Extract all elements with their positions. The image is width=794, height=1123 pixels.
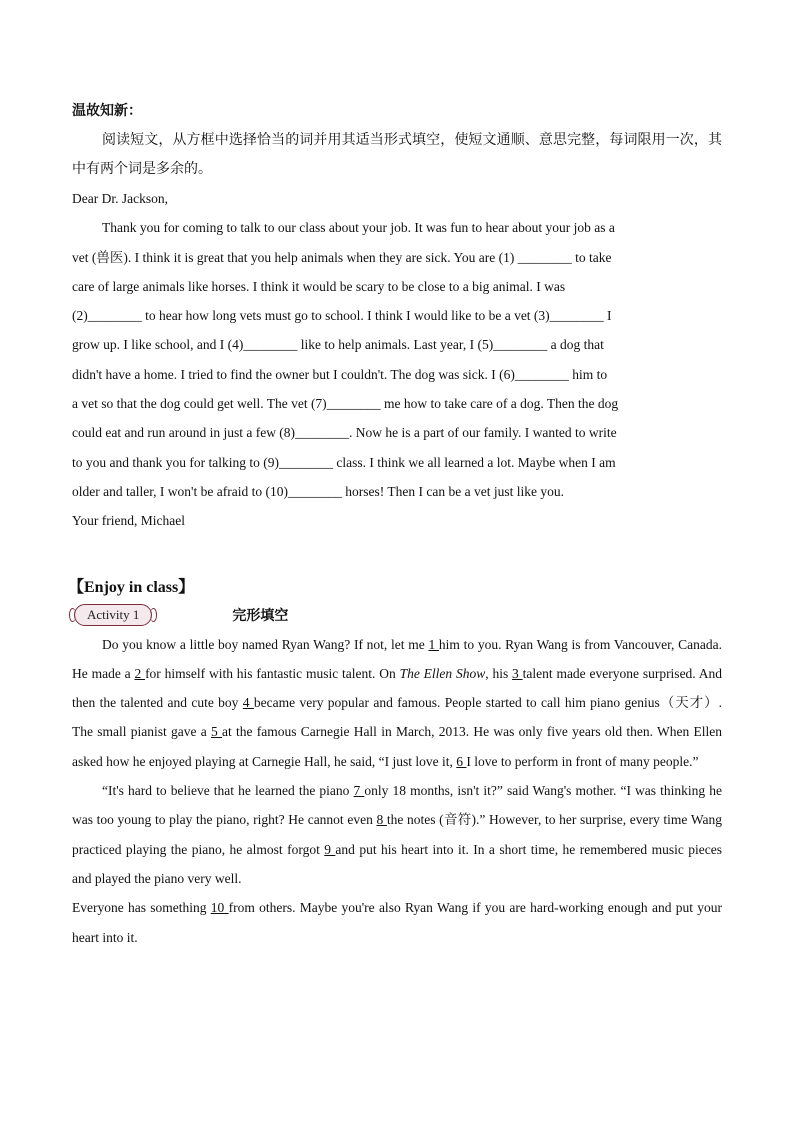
text: I love to perform in front of many people.” [466, 753, 699, 769]
letter-line: vet (兽医). I think it is great that you help animals when they are sick. You are (1) ________ to take [72, 249, 612, 265]
activity-badge [74, 604, 152, 626]
blank-1: 1 [428, 636, 439, 652]
section-title: 【Enjoy in class】 [68, 578, 195, 596]
review-heading: 温故知新： [72, 103, 142, 119]
text: at the famous Carnegie Hall in March, 2013. He was only five years old then. When Ellen asked how he enjoyed playing at Carnegie Hall, he said, “I just love it, [72, 724, 722, 769]
text: talent made everyone surprised. And then the talented and cute boy [72, 665, 723, 711]
letter-line: didn't have a home. I tried to find the owner but I couldn't. The dog was sick. I (6)________ him to [72, 366, 608, 382]
text: , his [485, 665, 513, 681]
blank-5: 5 [210, 724, 222, 740]
review-instruction: 阅读短文，从方框中选择恰当的词并用其适当形式填空，使短文通顺、意思完整，每词限用一次，其中有两个词是多余的。 [72, 132, 722, 177]
text: became very popular and famous. People started to call him piano genius（天才）. The small pianist gave a [72, 695, 723, 740]
letter-greeting: Dear Dr. Jackson, [72, 191, 168, 206]
letter-signoff: Your friend, Michael [72, 513, 185, 529]
text: Everyone has something [72, 900, 211, 916]
text: for himself with his fantastic music talent. On [145, 665, 400, 681]
letter-line: older and taller, I won't be afraid to (10)________ horses! Then I can be a vet just like you. [72, 483, 564, 499]
text: the notes (音符).” However, to her surprise, every time Wang practiced playing the piano, he almost forgot [72, 812, 722, 857]
worksheet-page [68, 100, 723, 952]
letter-line: care of large animals like horses. I think it would be scary to be close to a big animal. I was [72, 278, 566, 294]
activity-title: 完形填空 [232, 607, 289, 624]
badge-curl-left-icon [69, 608, 76, 622]
letter-line: (2)________ to hear how long vets must go to school. I think I would like to be a vet (3)________ I [72, 308, 612, 324]
text: only 18 months, isn't it?” said Wang's mother. “I was thinking he was too young to play the piano, right? He cannot even [72, 783, 722, 828]
blank-9: 9 [324, 841, 336, 857]
text: him to you. Ryan Wang is from Vancouver, Canada. He made a [72, 636, 723, 681]
blank-2: 2 [134, 665, 146, 681]
letter-line: Thank you for coming to talk to our class about your job. It was fun to hear about your job as a [102, 220, 615, 236]
letter-body [72, 213, 722, 506]
cloze-paragraph-1 [72, 630, 722, 776]
text: Do you know a little boy named Ryan Wang? If not, let me [102, 636, 429, 652]
cloze-paragraph-3 [72, 893, 722, 952]
cloze-paragraph-2 [72, 776, 722, 893]
letter-line: a vet so that the dog could get well. The vet (7)________ me how to take care of a dog. Then the dog [72, 396, 619, 412]
badge-curl-right-icon [150, 608, 157, 622]
blank-4: 4 [242, 695, 254, 711]
letter-line: to you and thank you for talking to (9)________ class. I think we all learned a lot. Maybe when I am [72, 454, 616, 470]
text: and put his heart into it. In a short time, he remembered music pieces and played the piano very well. [72, 841, 722, 886]
blank-8: 8 [376, 812, 387, 828]
show-title: The Ellen Show [399, 665, 486, 681]
activity-header [74, 600, 722, 630]
blank-6: 6 [456, 753, 467, 769]
text: “It's hard to believe that he learned the piano [102, 783, 354, 799]
activity-label: Activity 1 [87, 606, 140, 622]
letter-line: grow up. I like school, and I (4)________ like to help animals. Last year, I (5)________ a dog that [72, 337, 604, 353]
blank-7: 7 [353, 783, 365, 799]
text: from others. Maybe you're also Ryan Wang if you are hard-working enough and put your heart into it. [72, 900, 722, 945]
blank-10: 10 [210, 900, 229, 916]
letter-line: could eat and run around in just a few (8)________. Now he is a part of our family. I wanted to write [72, 425, 617, 441]
blank-3: 3 [512, 665, 523, 681]
